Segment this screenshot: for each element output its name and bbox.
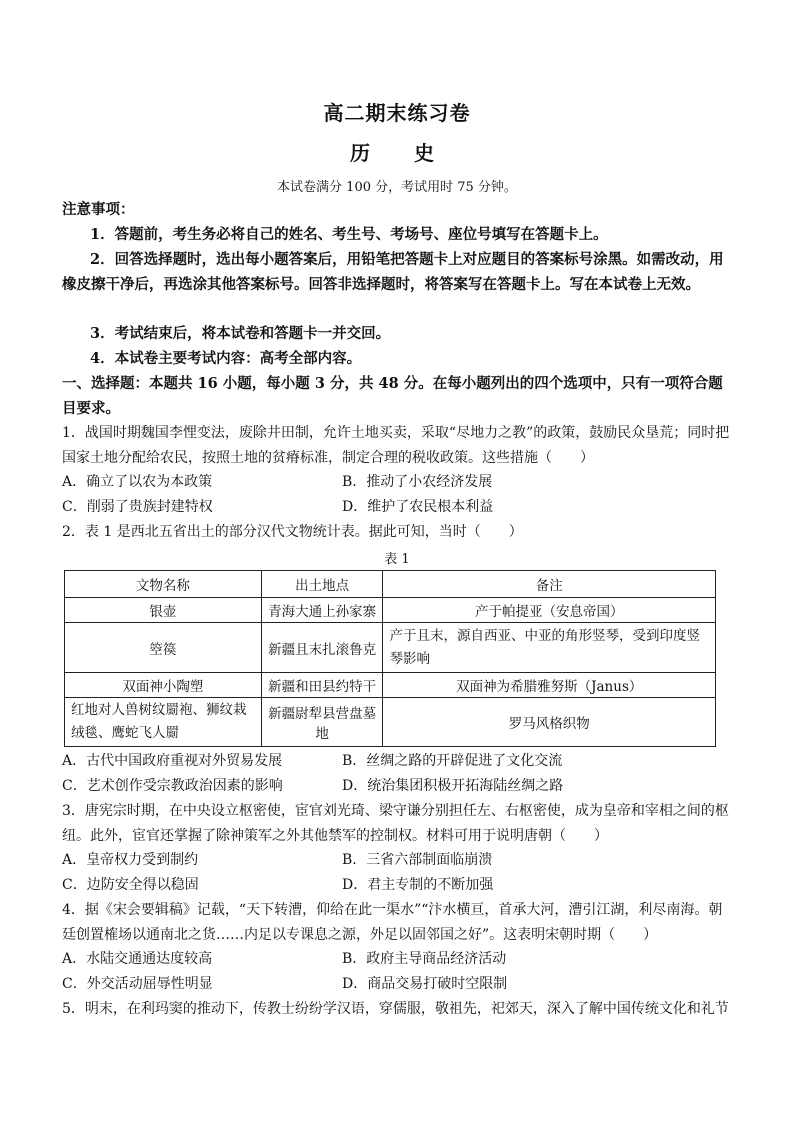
option-c[interactable]: C．削弱了贵族封建特权 (62, 499, 213, 515)
table-header-row (65, 571, 716, 598)
option-a[interactable]: A．水陆交通通达度较高 (62, 951, 213, 967)
table-cell: 青海大通上孙家寨 (261, 598, 383, 623)
option-a[interactable]: A．皇帝权力受到制约 (62, 852, 199, 868)
option-c[interactable]: C．外交活动屈辱性明显 (62, 976, 213, 992)
option-d[interactable]: D．商品交易打破时空限制 (342, 976, 508, 992)
option-c[interactable]: C．边防安全得以稳固 (62, 877, 199, 893)
note-1: 1．答题前，考生务必将自己的姓名、考生号、考场号、座位号填写在答题卡上。 (90, 226, 608, 243)
section-heading: 一、选择题：本题共 16 小题，每小题 3 分，共 48 分。在每小题列出的四个选项中，只有一项符合题目要求。 (62, 375, 723, 417)
option-a[interactable]: A．古代中国政府重视对外贸易发展 (62, 753, 283, 769)
table-row (65, 698, 716, 747)
notes-heading: 注意事项： (62, 201, 135, 218)
question-1-stem: 1．战国时期魏国李悝变法，废除井田制，允许土地买卖，采取“尽地力之教”的政策，鼓励民众垦荒；同时把国家土地分配给农民，按照土地的贫瘠标准，制定合理的税收政策。这些措施（ ） (62, 425, 730, 466)
option-c[interactable]: C．艺术创作受宗教政治因素的影响 (62, 778, 283, 794)
table-row (65, 673, 716, 698)
table-cell: 产于帕提亚（安息帝国） (383, 598, 716, 623)
table-cell: 双面神为希腊雅努斯（Janus） (383, 673, 716, 698)
exam-meta: 本试卷满分 100 分，考试用时 75 分钟。 (277, 180, 517, 195)
subject-title: 历 史 (350, 141, 444, 165)
option-a[interactable]: A．确立了以农为本政策 (62, 474, 213, 490)
option-b[interactable]: B．三省六部制面临崩溃 (342, 852, 493, 868)
option-b[interactable]: B．推动了小农经济发展 (342, 474, 493, 490)
exam-title: 高二期末练习卷 (323, 101, 471, 125)
table-cell: 新疆和田县约特干 (261, 673, 383, 698)
question-3-stem: 3．唐宪宗时期，在中央设立枢密使，宦官刘光琦、梁守谦分别担任左、右枢密使，成为皇帝和宰相之间的枢纽。此外，宦官还掌握了除神策军之外其他禁军的控制权。材料可用于说明唐朝（ ） (62, 803, 729, 844)
table-cell: 产于且末，源自西亚、中亚的角形竖琴，受到印度竖琴影响 (383, 623, 716, 673)
column-header: 备注 (383, 571, 716, 598)
option-b[interactable]: B．政府主导商品经济活动 (342, 951, 507, 967)
table-cell: 新疆且末扎滚鲁克 (261, 623, 383, 673)
table-cell: 新疆尉犁县营盘墓地 (261, 698, 383, 747)
note-4: 4．本试卷主要考试内容：高考全部内容。 (90, 350, 362, 367)
option-d[interactable]: D．统治集团积极开拓海陆丝绸之路 (342, 778, 564, 794)
question-5-stem: 5．明末，在利玛窦的推动下，传教士纷纷学汉语，穿儒服，敬祖先，祀郊天，深入了解中国传统文化和礼节 (62, 1001, 729, 1017)
table-cell: 银壶 (65, 598, 262, 623)
table-cell: 箜篌 (65, 623, 262, 673)
column-header: 出土地点 (261, 571, 383, 598)
table-caption: 表 1 (384, 552, 410, 567)
table-row (65, 598, 716, 623)
note-3: 3．考试结束后，将本试卷和答题卡一并交回。 (90, 325, 391, 342)
question-2-stem: 2．表 1 是西北五省出土的部分汉代文物统计表。据此可知，当时（ ） (62, 524, 523, 540)
option-b[interactable]: B．丝绸之路的开辟促进了文化交流 (342, 753, 563, 769)
question-4-stem: 4．据《宋会要辑稿》记载，“天下转漕，仰给在此一渠水”“汴水横亘，首承大河，漕引江湖，利尽南海。朝廷创置榷场以通南北之货……内足以专课息之源，外足以固邻国之好”。这表明宋朝时期（ ） (62, 902, 723, 943)
table-cell: 罗马风格织物 (383, 698, 716, 747)
note-2: 2．回答选择题时，选出每小题答案后，用铅笔把答题卡上对应题目的答案标号涂黑。如需改动，用橡皮擦干净后，再选涂其他答案标号。回答非选择题时，将答案写在答题卡上。写在本试卷上无效。 (62, 251, 724, 293)
table-cell: 红地对人兽树纹罽袍、狮纹栽绒毯、鹰蛇飞人罽 (65, 698, 262, 747)
column-header: 文物名称 (65, 571, 262, 598)
table-row (65, 623, 716, 673)
relics-table (64, 570, 716, 747)
option-d[interactable]: D．君主专制的不断加强 (342, 877, 494, 893)
table-cell: 双面神小陶塑 (65, 673, 262, 698)
option-d[interactable]: D．维护了农民根本利益 (342, 499, 494, 515)
